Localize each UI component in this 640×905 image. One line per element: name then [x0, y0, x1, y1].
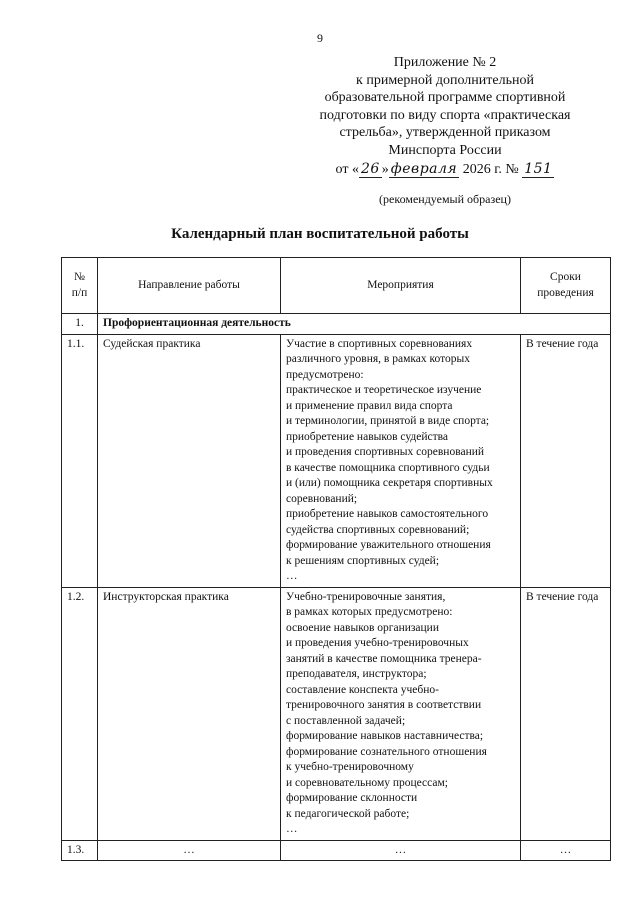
row-events [281, 334, 521, 587]
event-line: практическое и теоретическое изучение [286, 384, 482, 396]
event-line: формирование уважительного отношения [286, 539, 491, 551]
event-line: и терминологии, принятой в виде спорта; [286, 415, 490, 427]
header-terms: Сроки проведения [521, 258, 611, 314]
table-header-row [62, 258, 611, 314]
event-line: приобретение навыков судейства [286, 430, 449, 443]
row-term: В течение года [521, 334, 611, 587]
event-line: предусмотрено: [286, 368, 364, 381]
date-mid: » [381, 162, 389, 177]
header-events: Мероприятия [281, 258, 521, 314]
event-line: различного уровня, в рамках которых [286, 353, 470, 365]
section-num: 1. [62, 314, 98, 335]
event-line: … [286, 570, 298, 582]
event-line: освоение навыков организации [286, 621, 439, 634]
event-line: и соревновательному процессам; [286, 776, 448, 789]
event-line: с поставленной задачей; [286, 714, 406, 727]
appendix-line: Приложение № 2 [393, 55, 497, 70]
event-line: формирование склонности [286, 792, 418, 804]
event-line: составление конспекта учебно- [286, 683, 439, 696]
event-line: формирование навыков наставничества; [286, 730, 484, 742]
appendix-block [300, 54, 590, 179]
row-direction: … [98, 840, 281, 861]
event-line: преподавателя, инструктора; [286, 668, 427, 680]
event-line: в качестве помощника спортивного судьи [286, 461, 490, 474]
event-line: Участие в спортивных соревнованиях [286, 337, 473, 350]
event-line: в рамках которых предусмотрено: [286, 606, 453, 618]
appendix-line: подготовки по виду спорта «практическая [319, 107, 571, 123]
row-direction: Инструкторская практика [98, 587, 281, 840]
header-num: № п/п [62, 258, 98, 314]
table-row [62, 840, 611, 861]
event-line: и проведения спортивных соревнований [286, 446, 485, 458]
row-term: … [521, 840, 611, 861]
appendix-line: Минспорта России [388, 142, 502, 158]
section-title: Профориентационная деятельность [98, 314, 611, 335]
event-line: занятий в качестве помощника тренера- [286, 652, 482, 665]
event-line: к решениям спортивных судей; [286, 554, 440, 567]
event-line: судейства спортивных соревнований; [286, 523, 470, 536]
appendix-line: стрельба», утвержденной приказом [339, 125, 551, 140]
table-row [62, 334, 611, 587]
event-line: и проведения учебно-тренировочных [286, 637, 469, 649]
event-line: приобретение навыков самостоятельного [286, 508, 489, 520]
header-direction: Направление работы [98, 258, 281, 314]
date-year: 2026 г. № [459, 162, 523, 177]
date-prefix: от « [335, 162, 359, 177]
event-line: Учебно-тренировочные занятия, [286, 590, 446, 603]
event-line: к учебно-тренировочному [286, 761, 414, 773]
table-row [62, 587, 611, 840]
order-date-line [300, 161, 590, 179]
appendix-line: образовательной программе спортивной [324, 90, 566, 105]
event-line: соревнований; [286, 492, 358, 505]
row-term: В течение года [521, 587, 611, 840]
handwritten-day: 26 [360, 161, 380, 177]
row-direction: Судейская практика [98, 334, 281, 587]
appendix-line: к примерной дополнительной [356, 72, 534, 88]
row-events [281, 587, 521, 840]
handwritten-month: февраля [390, 161, 458, 177]
document-title: Календарный план воспитательной работы [171, 226, 469, 242]
row-num: 1.2. [62, 587, 98, 840]
event-line: … [286, 823, 298, 835]
page-number: 9 [317, 31, 323, 45]
handwritten-number: 151 [524, 161, 553, 177]
row-num: 1.3. [62, 840, 98, 861]
event-line: тренировочного занятия в соответствии [286, 699, 482, 711]
event-line: и (или) помощника секретаря спортивных [286, 477, 493, 489]
event-line: формирование сознательного отношения [286, 745, 487, 758]
event-line: к педагогической работе; [286, 807, 410, 820]
section-row [62, 314, 611, 335]
row-events: … [281, 840, 521, 861]
recommended-note: (рекомендуемый образец) [379, 192, 511, 206]
calendar-plan-table [61, 257, 611, 861]
event-line: и применение правил вида спорта [286, 399, 453, 412]
row-num: 1.1. [62, 334, 98, 587]
